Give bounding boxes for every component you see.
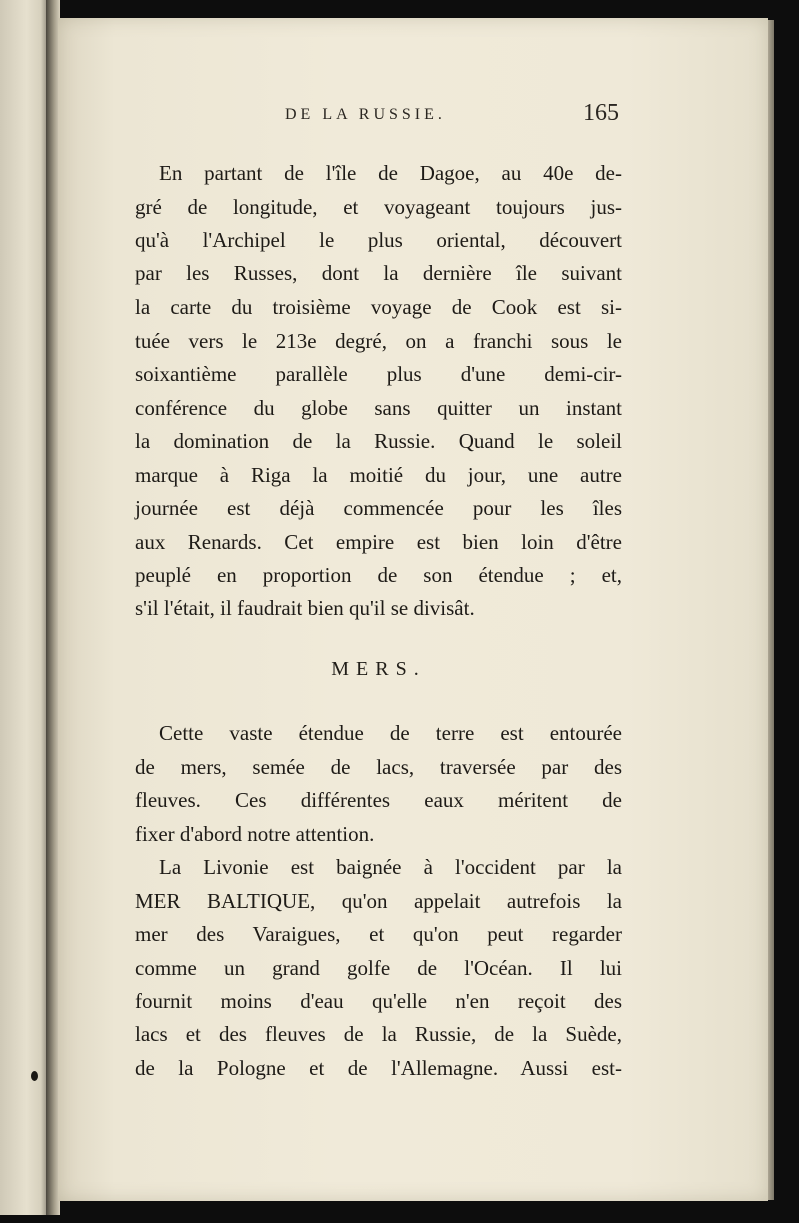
text-line: marque à Riga la moitié du jour, une autre — [135, 463, 622, 487]
text-line: conférence du globe sans quitter un instant — [135, 396, 622, 420]
text-line: de la Pologne et de l'Allemagne. Aussi est- — [135, 1056, 622, 1080]
text-line: MER BALTIQUE, qu'on appelait autrefois la — [135, 889, 622, 913]
text-line: la domination de la Russie. Quand le soleil — [135, 429, 622, 453]
text-line: s'il l'était, il faudrait bien qu'il se divisât. — [135, 596, 475, 620]
text-line: comme un grand golfe de l'Océan. Il lui — [135, 956, 622, 980]
text-line: par les Russes, dont la dernière île suivant — [135, 261, 622, 285]
text-line: de mers, semée de lacs, traversée par des — [135, 755, 622, 779]
book-page — [58, 18, 768, 1201]
text-line: fournit moins d'eau qu'elle n'en reçoit des — [135, 989, 622, 1013]
text-line: En partant de l'île de Dagoe, au 40e de- — [159, 161, 622, 185]
text-line: aux Renards. Cet empire est bien loin d'être — [135, 530, 622, 554]
previous-page-edge — [0, 0, 50, 1215]
text-line: tuée vers le 213e degré, on a franchi sous le — [135, 329, 622, 353]
text-line: gré de longitude, et voyageant toujours jus- — [135, 195, 622, 219]
text-line: fixer d'abord notre attention. — [135, 822, 375, 846]
section-heading: MERS. — [331, 658, 426, 680]
text-line: Cette vaste étendue de terre est entourée — [159, 721, 622, 745]
text-line: lacs et des fleuves de la Russie, de la Suède, — [135, 1022, 622, 1046]
text-line: la carte du troisième voyage de Cook est si- — [135, 295, 622, 319]
ink-speck — [31, 1071, 38, 1081]
text-line: La Livonie est baignée à l'occident par la — [159, 855, 622, 879]
text-line: fleuves. Ces différentes eaux méritent de — [135, 788, 622, 812]
page-number: 165 — [583, 100, 619, 126]
text-line: soixantième parallèle plus d'une demi-cir- — [135, 362, 622, 386]
running-head: DE LA RUSSIE. — [285, 106, 446, 123]
text-line: mer des Varaigues, et qu'on peut regarder — [135, 922, 622, 946]
text-line: journée est déjà commencée pour les îles — [135, 496, 622, 520]
text-line: qu'à l'Archipel le plus oriental, découvert — [135, 228, 622, 252]
text-line: peuplé en proportion de son étendue ; et, — [135, 563, 622, 587]
